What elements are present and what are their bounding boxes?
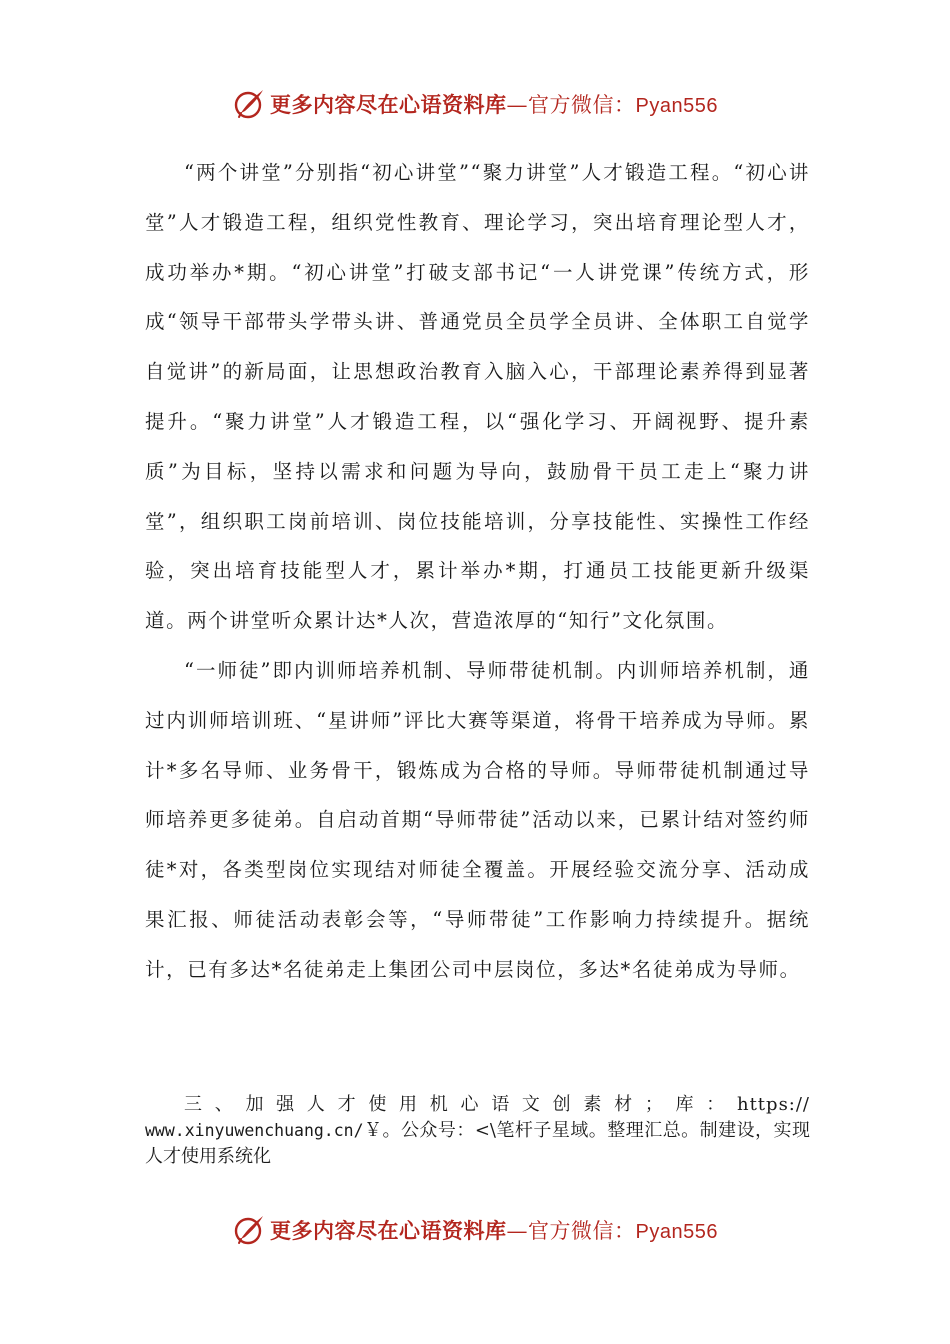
document-body xyxy=(145,148,810,995)
header-banner xyxy=(0,84,950,124)
section-three-rest: ￥。公众号：<\笔杆子星域。整理汇总。制建设，实现人才使用系统化 xyxy=(145,1120,810,1167)
paragraph-mentor-apprentice: “一师徒”即内训师培养机制、导师带徒机制。内训师培养机制，通过内训师培训班、“星讲师”评比大赛等渠道，将骨干培养成为导师。累计*多名导师、业务骨干，锻炼成为合格的导师。导师带徒机制通过导师培养更多徒弟。自启动首期“导师带徒”活动以来，已累计结对签约师徒*对，各类型岗位实现结对师徒全覆盖。开展经验交流分享、活动成果汇报、师徒活动表彰会等，“导师带徒”工作影响力持续提升。据统计，已有多达*名徒弟走上集团公司中层岗位，多达*名徒弟成为导师。 xyxy=(145,658,810,981)
banner-main-text: 更多内容尽在心语资料库 xyxy=(270,1218,507,1243)
banner-wechat-id: Pyan556 xyxy=(635,1221,718,1243)
section-three-url: www.xinyuwenchuang.cn/ xyxy=(145,1121,364,1140)
footer-banner xyxy=(0,1210,950,1250)
banner-dash: — xyxy=(506,93,529,117)
banner-sub-text: 官方微信： xyxy=(528,1219,636,1243)
banner-text xyxy=(270,1215,718,1245)
section-heading-three xyxy=(145,1092,810,1170)
section-three-line: 三、加强人才使用机心语文创素材；库：https:// xyxy=(184,1094,810,1115)
banner-dash: — xyxy=(506,1219,529,1243)
banner-wechat-id: Pyan556 xyxy=(635,95,718,117)
quill-pen-logo-icon xyxy=(232,1213,266,1247)
banner-text xyxy=(270,89,718,119)
quill-pen-logo-icon xyxy=(232,87,266,121)
banner-main-text: 更多内容尽在心语资料库 xyxy=(270,92,507,117)
paragraph-two-lecture-halls: “两个讲堂”分别指“初心讲堂”“聚力讲堂”人才锻造工程。“初心讲堂”人才锻造工程，组织党性教育、理论学习，突出培育理论型人才，成功举办*期。“初心讲堂”打破支部书记“一人讲党课”传统方式，形成“领导干部带头学带头讲、普通党员全员学全员讲、全体职工自觉学自觉讲”的新局面，让思想政治教育入脑入心，干部理论素养得到显著提升。“聚力讲堂”人才锻造工程，以“强化学习、开阔视野、提升素质”为目标，坚持以需求和问题为导向，鼓励骨干员工走上“聚力讲堂”，组织职工岗前培训、岗位技能培训，分享技能性、实操性工作经验，突出培育技能型人才，累计举办*期，打通员工技能更新升级渠道。两个讲堂听众累计达*人次，营造浓厚的“知行”文化氛围。 xyxy=(145,161,810,633)
banner-sub-text: 官方微信： xyxy=(528,93,636,117)
